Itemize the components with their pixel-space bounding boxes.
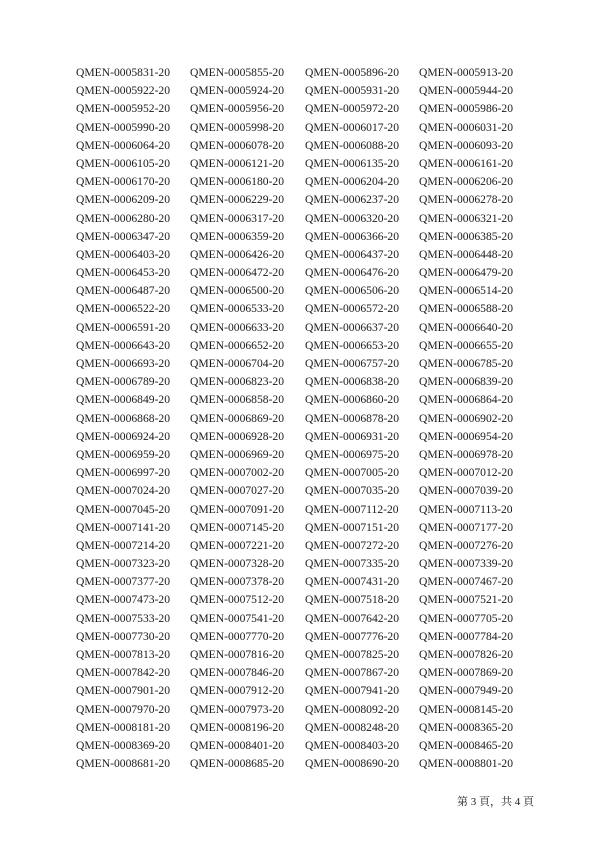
reference-code: QMEN-0007541-20	[190, 611, 285, 625]
code-row	[76, 664, 546, 682]
reference-code: QMEN-0005972-20	[305, 102, 400, 116]
reference-code: QMEN-0007949-20	[419, 684, 514, 698]
code-row	[76, 373, 546, 391]
code-row	[76, 682, 546, 700]
reference-code: QMEN-0008365-20	[419, 720, 514, 734]
reference-code: QMEN-0005998-20	[190, 120, 285, 134]
reference-code: QMEN-0007323-20	[76, 557, 171, 571]
reference-code: QMEN-0008801-20	[419, 757, 514, 771]
reference-code: QMEN-0007378-20	[190, 575, 285, 589]
reference-code: QMEN-0006924-20	[76, 429, 171, 443]
code-row	[76, 701, 546, 719]
reference-code: QMEN-0006869-20	[190, 411, 285, 425]
reference-code: QMEN-0007272-20	[305, 538, 400, 552]
reference-code: QMEN-0007784-20	[419, 629, 514, 643]
reference-code: QMEN-0006280-20	[76, 211, 171, 225]
reference-code: QMEN-0007521-20	[419, 593, 514, 607]
reference-code: QMEN-0006849-20	[76, 393, 171, 407]
reference-code: QMEN-0005986-20	[419, 102, 514, 116]
code-row	[76, 264, 546, 282]
code-row	[76, 300, 546, 318]
code-row	[76, 610, 546, 628]
reference-code: QMEN-0007912-20	[190, 684, 285, 698]
reference-code: QMEN-0006928-20	[190, 429, 285, 443]
code-row	[76, 464, 546, 482]
code-row	[76, 591, 546, 609]
reference-code: QMEN-0007901-20	[76, 684, 171, 698]
reference-code: QMEN-0006653-20	[305, 338, 400, 352]
reference-code: QMEN-0007825-20	[305, 648, 400, 661]
reference-code: QMEN-0006487-20	[76, 284, 171, 298]
reference-code: QMEN-0008690-20	[305, 757, 400, 771]
reference-code: QMEN-0006161-20	[419, 156, 514, 170]
reference-code: QMEN-0005990-20	[76, 120, 171, 134]
reference-code: QMEN-0007177-20	[419, 520, 514, 534]
code-row	[76, 173, 546, 191]
code-row	[76, 537, 546, 555]
code-row	[76, 446, 546, 464]
code-row	[76, 100, 546, 118]
reference-code: QMEN-0006572-20	[305, 302, 400, 316]
reference-code: QMEN-0008181-20	[76, 720, 171, 734]
reference-code: QMEN-0006588-20	[419, 302, 514, 316]
reference-code: QMEN-0006506-20	[305, 284, 400, 298]
code-row	[76, 155, 546, 173]
reference-code: QMEN-0008196-20	[190, 720, 285, 734]
code-list	[76, 64, 546, 773]
reference-code: QMEN-0005896-20	[305, 66, 400, 79]
reference-code: QMEN-0006522-20	[76, 302, 171, 316]
code-row	[76, 119, 546, 137]
reference-code: QMEN-0006403-20	[76, 247, 171, 261]
code-row	[76, 410, 546, 428]
reference-code: QMEN-0007221-20	[190, 538, 285, 552]
reference-code: QMEN-0007276-20	[419, 538, 514, 552]
reference-code: QMEN-0006064-20	[76, 138, 171, 152]
reference-code: QMEN-0006975-20	[305, 447, 400, 461]
code-row	[76, 355, 546, 373]
reference-code: QMEN-0007091-20	[190, 502, 285, 516]
reference-code: QMEN-0006204-20	[305, 175, 400, 189]
reference-code: QMEN-0005922-20	[76, 84, 171, 98]
reference-code: QMEN-0006637-20	[305, 320, 400, 334]
reference-code: QMEN-0007970-20	[76, 702, 171, 716]
reference-code: QMEN-0007431-20	[305, 575, 400, 589]
reference-code: QMEN-0007035-20	[305, 484, 400, 498]
reference-code: QMEN-0006121-20	[190, 156, 285, 170]
reference-code: QMEN-0007002-20	[190, 466, 285, 480]
reference-code: QMEN-0006321-20	[419, 211, 514, 225]
code-row	[76, 501, 546, 519]
reference-code: QMEN-0007512-20	[190, 593, 285, 607]
code-row	[76, 191, 546, 209]
reference-code: QMEN-0005924-20	[190, 84, 285, 98]
code-row	[76, 391, 546, 409]
code-row	[76, 137, 546, 155]
reference-code: QMEN-0007826-20	[419, 648, 514, 661]
code-row	[76, 428, 546, 446]
code-row	[76, 755, 546, 773]
reference-code: QMEN-0006347-20	[76, 229, 171, 243]
reference-code: QMEN-0006640-20	[419, 320, 514, 334]
code-row	[76, 82, 546, 100]
reference-code: QMEN-0006533-20	[190, 302, 285, 316]
reference-code: QMEN-0006206-20	[419, 175, 514, 189]
reference-code: QMEN-0006479-20	[419, 266, 514, 280]
reference-code: QMEN-0005931-20	[305, 84, 400, 98]
reference-code: QMEN-0007867-20	[305, 666, 400, 680]
reference-code: QMEN-0005952-20	[76, 102, 171, 116]
reference-code: QMEN-0007730-20	[76, 629, 171, 643]
reference-code: QMEN-0006860-20	[305, 393, 400, 407]
reference-code: QMEN-0006278-20	[419, 193, 514, 207]
reference-code: QMEN-0007039-20	[419, 484, 514, 498]
reference-code: QMEN-0007473-20	[76, 593, 171, 607]
reference-code: QMEN-0007467-20	[419, 575, 514, 589]
reference-code: QMEN-0007045-20	[76, 502, 171, 516]
reference-code: QMEN-0006823-20	[190, 375, 285, 389]
reference-code: QMEN-0007141-20	[76, 520, 171, 534]
reference-code: QMEN-0006366-20	[305, 229, 400, 243]
code-row	[76, 519, 546, 537]
reference-code: QMEN-0007377-20	[76, 575, 171, 589]
reference-code: QMEN-0006135-20	[305, 156, 400, 170]
reference-code: QMEN-0006317-20	[190, 211, 285, 225]
reference-code: QMEN-0006093-20	[419, 138, 514, 152]
reference-code: QMEN-0007705-20	[419, 611, 514, 625]
reference-code: QMEN-0006878-20	[305, 411, 400, 425]
reference-code: QMEN-0006839-20	[419, 375, 514, 389]
reference-code: QMEN-0007813-20	[76, 648, 171, 661]
reference-code: QMEN-0008465-20	[419, 738, 514, 752]
reference-code: QMEN-0006472-20	[190, 266, 285, 280]
reference-code: QMEN-0006704-20	[190, 357, 285, 370]
code-row	[76, 337, 546, 355]
code-row	[76, 628, 546, 646]
code-row	[76, 555, 546, 573]
reference-code: QMEN-0007770-20	[190, 629, 285, 643]
reference-code: QMEN-0008145-20	[419, 702, 514, 716]
reference-code: QMEN-0006864-20	[419, 393, 514, 407]
reference-code: QMEN-0007846-20	[190, 666, 285, 680]
reference-code: QMEN-0005944-20	[419, 84, 514, 98]
reference-code: QMEN-0006868-20	[76, 411, 171, 425]
reference-code: QMEN-0005956-20	[190, 102, 285, 116]
reference-code: QMEN-0006209-20	[76, 193, 171, 207]
reference-code: QMEN-0008092-20	[305, 702, 400, 716]
reference-code: QMEN-0007214-20	[76, 538, 171, 552]
code-row	[76, 737, 546, 755]
page-number: 第 3 頁，共 4 頁	[457, 796, 534, 808]
reference-code: QMEN-0006978-20	[419, 447, 514, 461]
reference-code: QMEN-0007869-20	[419, 666, 514, 680]
reference-code: QMEN-0006105-20	[76, 156, 171, 170]
reference-code: QMEN-0006693-20	[76, 357, 171, 370]
code-row	[76, 482, 546, 500]
reference-code: QMEN-0008685-20	[190, 757, 285, 771]
reference-code: QMEN-0006385-20	[419, 229, 514, 243]
reference-code: QMEN-0006902-20	[419, 411, 514, 425]
reference-code: QMEN-0006969-20	[190, 447, 285, 461]
reference-code: QMEN-0007941-20	[305, 684, 400, 698]
reference-code: QMEN-0007024-20	[76, 484, 171, 498]
code-row	[76, 210, 546, 228]
reference-code: QMEN-0006757-20	[305, 357, 400, 370]
reference-code: QMEN-0007518-20	[305, 593, 400, 607]
code-row	[76, 282, 546, 300]
reference-code: QMEN-0006359-20	[190, 229, 285, 243]
reference-code: QMEN-0006954-20	[419, 429, 514, 443]
reference-code: QMEN-0007533-20	[76, 611, 171, 625]
reference-code: QMEN-0007642-20	[305, 611, 400, 625]
reference-code: QMEN-0006017-20	[305, 120, 400, 134]
reference-code: QMEN-0006838-20	[305, 375, 400, 389]
reference-code: QMEN-0006643-20	[76, 338, 171, 352]
reference-code: QMEN-0007842-20	[76, 666, 171, 680]
reference-code: QMEN-0008248-20	[305, 720, 400, 734]
reference-code: QMEN-0007145-20	[190, 520, 285, 534]
code-row	[76, 246, 546, 264]
code-row	[76, 719, 546, 737]
reference-code: QMEN-0007027-20	[190, 484, 285, 498]
reference-code: QMEN-0006180-20	[190, 175, 285, 189]
reference-code: QMEN-0007012-20	[419, 466, 514, 480]
reference-code: QMEN-0006088-20	[305, 138, 400, 152]
reference-code: QMEN-0006591-20	[76, 320, 171, 334]
reference-code: QMEN-0008401-20	[190, 738, 285, 752]
reference-code: QMEN-0006170-20	[76, 175, 171, 189]
reference-code: QMEN-0007151-20	[305, 520, 400, 534]
reference-code: QMEN-0006514-20	[419, 284, 514, 298]
reference-code: QMEN-0006858-20	[190, 393, 285, 407]
reference-code: QMEN-0006476-20	[305, 266, 400, 280]
reference-code: QMEN-0007328-20	[190, 557, 285, 571]
reference-code: QMEN-0006652-20	[190, 338, 285, 352]
code-row	[76, 573, 546, 591]
reference-code: QMEN-0005855-20	[190, 66, 285, 79]
reference-code: QMEN-0006997-20	[76, 466, 171, 480]
reference-code: QMEN-0006320-20	[305, 211, 400, 225]
reference-code: QMEN-0007973-20	[190, 702, 285, 716]
reference-code: QMEN-0008681-20	[76, 757, 171, 771]
reference-code: QMEN-0006237-20	[305, 193, 400, 207]
reference-code: QMEN-0006426-20	[190, 247, 285, 261]
reference-code: QMEN-0005913-20	[419, 66, 514, 79]
code-row	[76, 646, 546, 664]
code-row	[76, 228, 546, 246]
reference-code: QMEN-0007339-20	[419, 557, 514, 571]
reference-code: QMEN-0006789-20	[76, 375, 171, 389]
reference-code: QMEN-0008369-20	[76, 738, 171, 752]
reference-code: QMEN-0008403-20	[305, 738, 400, 752]
reference-code: QMEN-0006633-20	[190, 320, 285, 334]
reference-code: QMEN-0007335-20	[305, 557, 400, 571]
reference-code: QMEN-0006959-20	[76, 447, 171, 461]
reference-code: QMEN-0006785-20	[419, 357, 514, 370]
reference-code: QMEN-0006453-20	[76, 266, 171, 280]
code-row	[76, 64, 546, 82]
reference-code: QMEN-0007113-20	[419, 502, 513, 516]
reference-code: QMEN-0006500-20	[190, 284, 285, 298]
reference-code: QMEN-0007112-20	[305, 502, 399, 516]
reference-code: QMEN-0007816-20	[190, 648, 285, 661]
reference-code: QMEN-0006078-20	[190, 138, 285, 152]
reference-code: QMEN-0006448-20	[419, 247, 514, 261]
reference-code: QMEN-0005831-20	[76, 66, 171, 79]
code-row	[76, 319, 546, 337]
reference-code: QMEN-0006437-20	[305, 247, 400, 261]
reference-code: QMEN-0006655-20	[419, 338, 514, 352]
reference-code: QMEN-0006229-20	[190, 193, 285, 207]
reference-code: QMEN-0006031-20	[419, 120, 514, 134]
reference-code: QMEN-0007005-20	[305, 466, 400, 480]
reference-code: QMEN-0007776-20	[305, 629, 400, 643]
reference-code: QMEN-0006931-20	[305, 429, 400, 443]
